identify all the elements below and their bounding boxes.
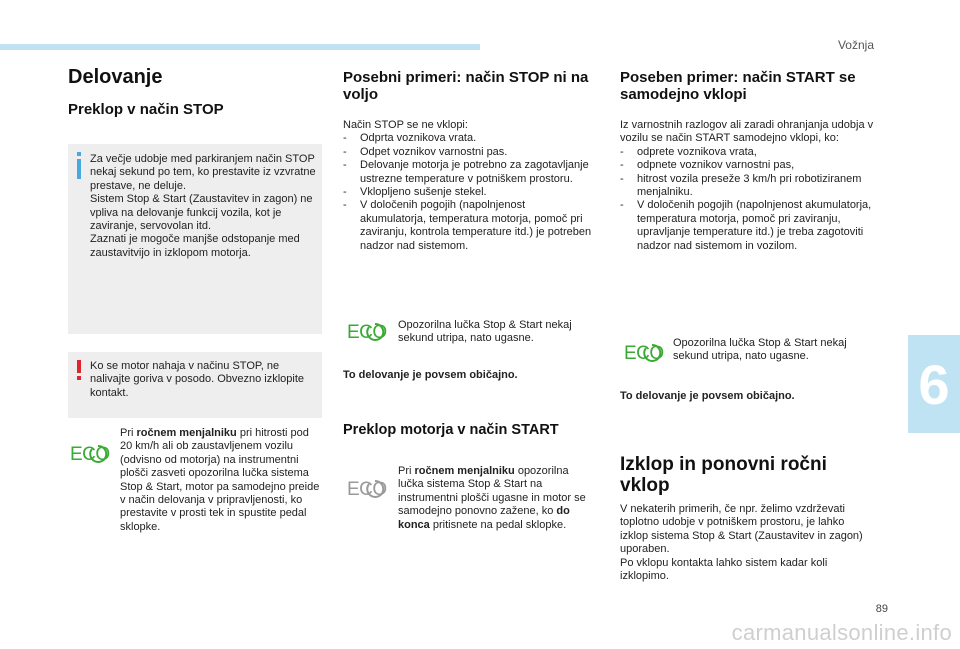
eco-text-bold: ročnem menjalniku	[136, 427, 237, 439]
stop-conditions-list	[343, 132, 593, 253]
start-mode-text	[398, 465, 594, 532]
eco-icon	[68, 443, 114, 465]
heading-start-auto: Poseben primer: način START se samodejno vklopi	[620, 69, 856, 103]
list-item: - odpnete voznikov varnostni pas,	[620, 159, 875, 172]
section-label: Vožnja	[837, 38, 874, 52]
page-title: Delovanje	[68, 66, 163, 88]
start-text-bold2: do konca	[398, 505, 570, 531]
header-accent-bar	[0, 44, 480, 50]
column-3	[620, 66, 875, 253]
eco-indicator-3	[622, 342, 668, 364]
svg-text:ECO: ECO	[347, 322, 387, 343]
heading-manual-off: Izklop in ponovni ročni vklop	[620, 454, 827, 496]
info-text: Za večje udobje med parkiranjem način STOP nekaj sekund po tem, ko prestavite iz vzvratne prestave, ne deluje. Sistem Stop & Start (Zaustavitev in zagon) ne vpliva na delovanje funkcij vozila, kot je zaviranje, servovolan itd. Zaznati je mogoče manjše odstopanje med zaustavitvijo in izklopom motorja.	[90, 153, 316, 259]
warning-box	[68, 352, 322, 418]
column-1	[68, 66, 324, 118]
subtitle-stop-mode: Preklop v način STOP	[68, 101, 224, 118]
eco-text-blink-1: Opozorilna lučka Stop & Start nekaj sekund utripa, nato ugasne.	[398, 319, 572, 345]
start-auto-list	[620, 146, 875, 253]
list-item: - V določenih pogojih (napolnjenost akumulatorja, temperatura motorja, pomoč pri zaviranju, upravljanje temperature itd.) je treba zagotoviti nadzor nad sistemom in vozilom.	[620, 199, 875, 253]
eco-text-blink-2: Opozorilna lučka Stop & Start nekaj sekund utripa, nato ugasne.	[673, 337, 847, 363]
start-text-mid: opozorilna lučka sistema Stop & Start na instrumentni plošči ugasne in motor se samodejno ponovno zažene, ko	[398, 465, 586, 518]
watermark: carmanualsonline.info	[731, 620, 952, 645]
list-item: - hitrost vozila preseže 3 km/h pri robotiziranem menjalniku.	[620, 173, 875, 200]
eco-indicator-2	[345, 321, 391, 343]
start-text-pre: Pri	[398, 465, 415, 477]
page-number: 89	[875, 603, 888, 615]
start-auto-intro: Iz varnostnih razlogov ali zaradi ohranjanja udobja v vozilu se način START samodejno vklopi, ko:	[620, 119, 874, 145]
eco-icon	[345, 321, 391, 343]
svg-text:ECO: ECO	[70, 444, 110, 465]
eco-indicator-off	[345, 478, 391, 500]
start-text-bold1: ročnem menjalniku	[414, 465, 515, 477]
normal-operation-1: To delovanje je povsem običajno.	[343, 369, 518, 381]
column-2	[343, 66, 593, 253]
svg-text:ECO: ECO	[347, 479, 387, 500]
eco-indicator-1	[68, 443, 114, 465]
start-text-post: pritisnete na pedal sklopke.	[429, 518, 567, 531]
chapter-number: 6	[918, 352, 950, 416]
warning-icon	[77, 360, 81, 373]
list-item: - odprete voznikova vrata,	[620, 146, 875, 159]
list-item: - Vklopljeno sušenje stekel.	[343, 186, 593, 199]
eco-icon	[622, 342, 668, 364]
stop-intro: Način STOP se ne vklopi:	[343, 119, 468, 131]
normal-operation-2: To delovanje je povsem običajno.	[620, 390, 795, 402]
eco-text-stop	[120, 427, 324, 534]
eco-off-icon	[345, 478, 391, 500]
svg-text:ECO: ECO	[624, 343, 664, 364]
heading-stop-unavailable: Posebni primeri: način STOP ni na voljo	[343, 69, 589, 103]
warning-icon-dot	[77, 376, 81, 380]
list-item: - V določenih pogojih (napolnjenost akumulatorja, temperatura motorja, pomoč pri zaviranju, kontrola temperature itd.) je potreben nadzor nad sistemom.	[343, 199, 593, 253]
info-icon-bar	[77, 159, 81, 179]
eco-text-post: pri hitrosti pod 20 km/h ali ob zaustavljenem vozilu (odvisno od motorja) na instrumentni plošči zasveti opozorilna lučka sistema Stop & Start, motor pa samodejno preide v način delovanja v pripravljenosti, ko prestavite v prosti tek in spustite pedal sklopke.	[120, 427, 320, 533]
info-box	[68, 144, 322, 334]
manual-off-text: V nekaterih primerih, če npr. želimo vzdrževati toplotno udobje v potniškem prostoru, je lahko izklop sistema Stop & Start (Zaustavitev in zagon) uporaben. Po vklopu kontakta lahko sistem kadar koli izklopimo.	[620, 503, 863, 583]
list-item: - Odpet voznikov varnostni pas.	[343, 146, 593, 159]
chapter-tab	[908, 335, 960, 433]
list-item: - Odprta voznikova vrata.	[343, 132, 593, 145]
heading-start-mode: Preklop motorja v način START	[343, 422, 559, 438]
info-icon	[77, 152, 81, 156]
list-item: - Delovanje motorja je potrebno za zagotavljanje ustrezne temperature v potniškem prostoru.	[343, 159, 593, 186]
warning-text: Ko se motor nahaja v načinu STOP, ne nalivajte goriva v posodo. Obvezno izklopite kontakt.	[90, 360, 305, 399]
eco-text-pre: Pri	[120, 427, 137, 439]
